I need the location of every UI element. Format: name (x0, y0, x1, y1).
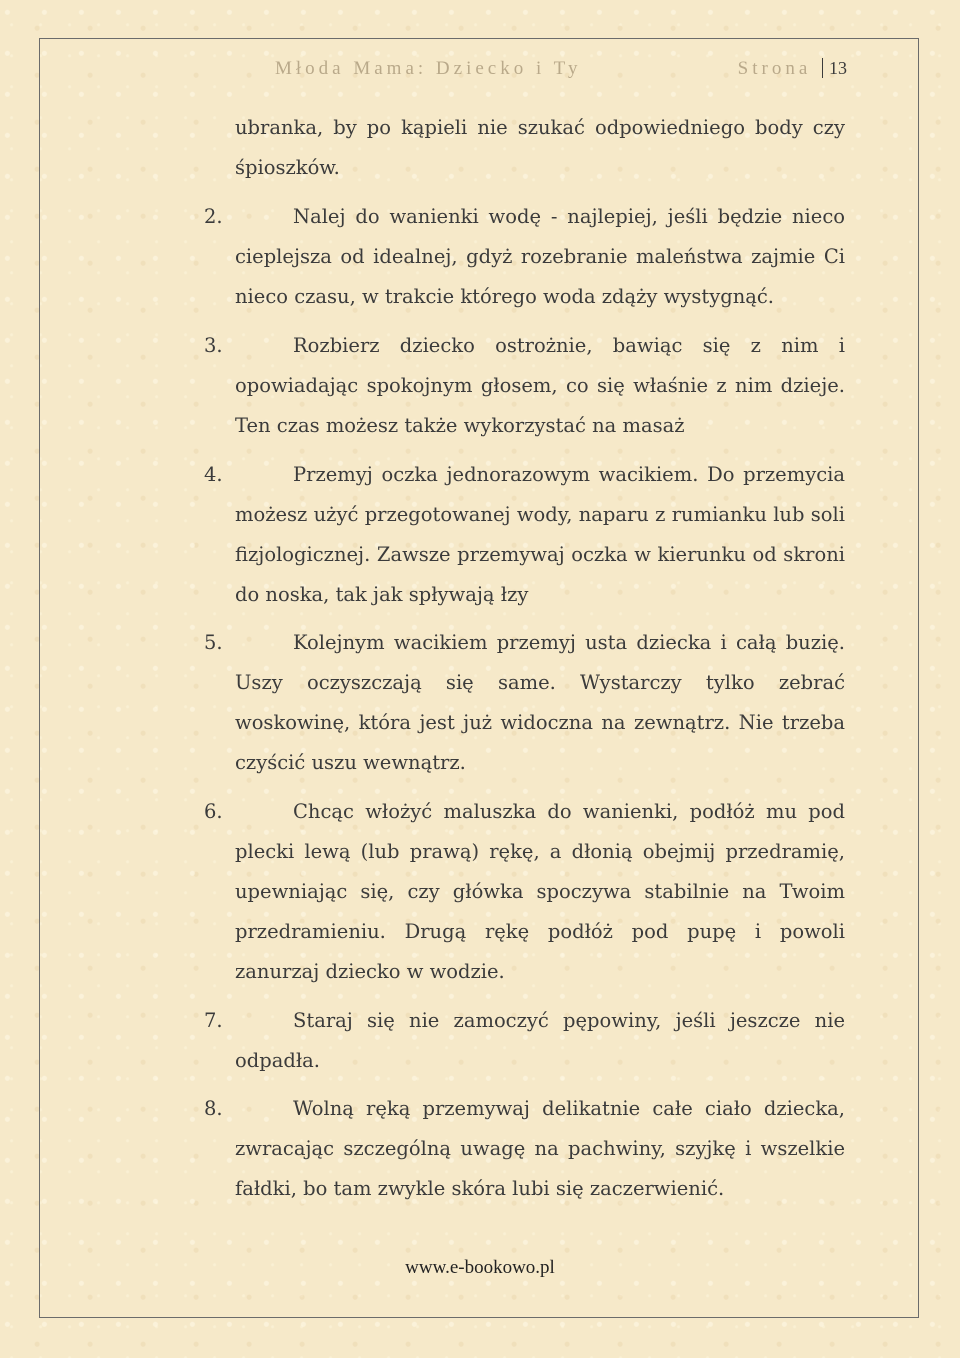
list-item-number: 6. (204, 800, 223, 823)
list-item-number: 5. (204, 631, 223, 654)
list-item-text: Nalej do wanienki wodę - najlepiej, jeśli będzie nieco cieplejsza od idealnej, gdyż rozebranie maleństwa zajmie Ci nieco czasu, w trakcie którego woda zdąży wystygnąć. (235, 205, 845, 308)
list-item-text: Przemyj oczka jednorazowym wacikiem. Do przemycia możesz użyć przegotowanej wody, naparu z rumianku lub soli fizjologicznej. Zawsze przemywaj oczka w kierunku od skroni do noska, tak jak spływają łzy (235, 463, 845, 606)
continuation-paragraph: ubranka, by po kąpieli nie szukać odpowiedniego body czy śpioszków. (235, 116, 845, 179)
list-item-number: 4. (204, 463, 223, 486)
list-item-text: Kolejnym wacikiem przemyj usta dziecka i całą buzię. Uszy oczyszczają się same. Wystarczy tylko zebrać woskowinę, która jest już widoczna na zewnątrz. Nie trzeba czyścić uszu wewnątrz. (235, 631, 845, 774)
list-item-number: 8. (204, 1097, 223, 1120)
list-item-text: Chcąc włożyć maluszka do wanienki, podłóż mu pod plecki lewą (lub prawą) rękę, a dłonią obejmij przedramię, upewniając się, czy główka spoczywa stabilnie na Twoim przedramieniu. Drugą rękę podłóż pod pupę i powoli zanurzaj dziecko w wodzie. (235, 800, 845, 983)
page-number: 13 (822, 58, 847, 78)
page-label: Strona (737, 58, 812, 79)
list-item-text: Staraj się nie zamoczyć pępowiny, jeśli jeszcze nie odpadła. (235, 1009, 845, 1072)
list-item-number: 2. (204, 205, 223, 228)
page-header (39, 58, 847, 82)
list-item-text: Rozbierz dziecko ostrożnie, bawiąc się z nim i opowiadając spokojnym głosem, co się właśnie z nim dzieje. Ten czas możesz także wykorzystać na masaż (235, 334, 845, 437)
footer-website: www.e-bookowo.pl (405, 1257, 555, 1278)
list-item-number: 7. (204, 1009, 223, 1032)
header-title: Młoda Mama: Dziecko i Ty (275, 58, 582, 79)
list-item-number: 3. (204, 334, 223, 357)
list-item-text: Wolną ręką przemywaj delikatnie całe ciało dziecka, zwracając szczególną uwagę na pachwiny, szyjkę i wszelkie fałdki, bo tam zwykle skóra lubi się zaczerwienić. (235, 1097, 845, 1200)
header-page-indicator (738, 58, 847, 80)
